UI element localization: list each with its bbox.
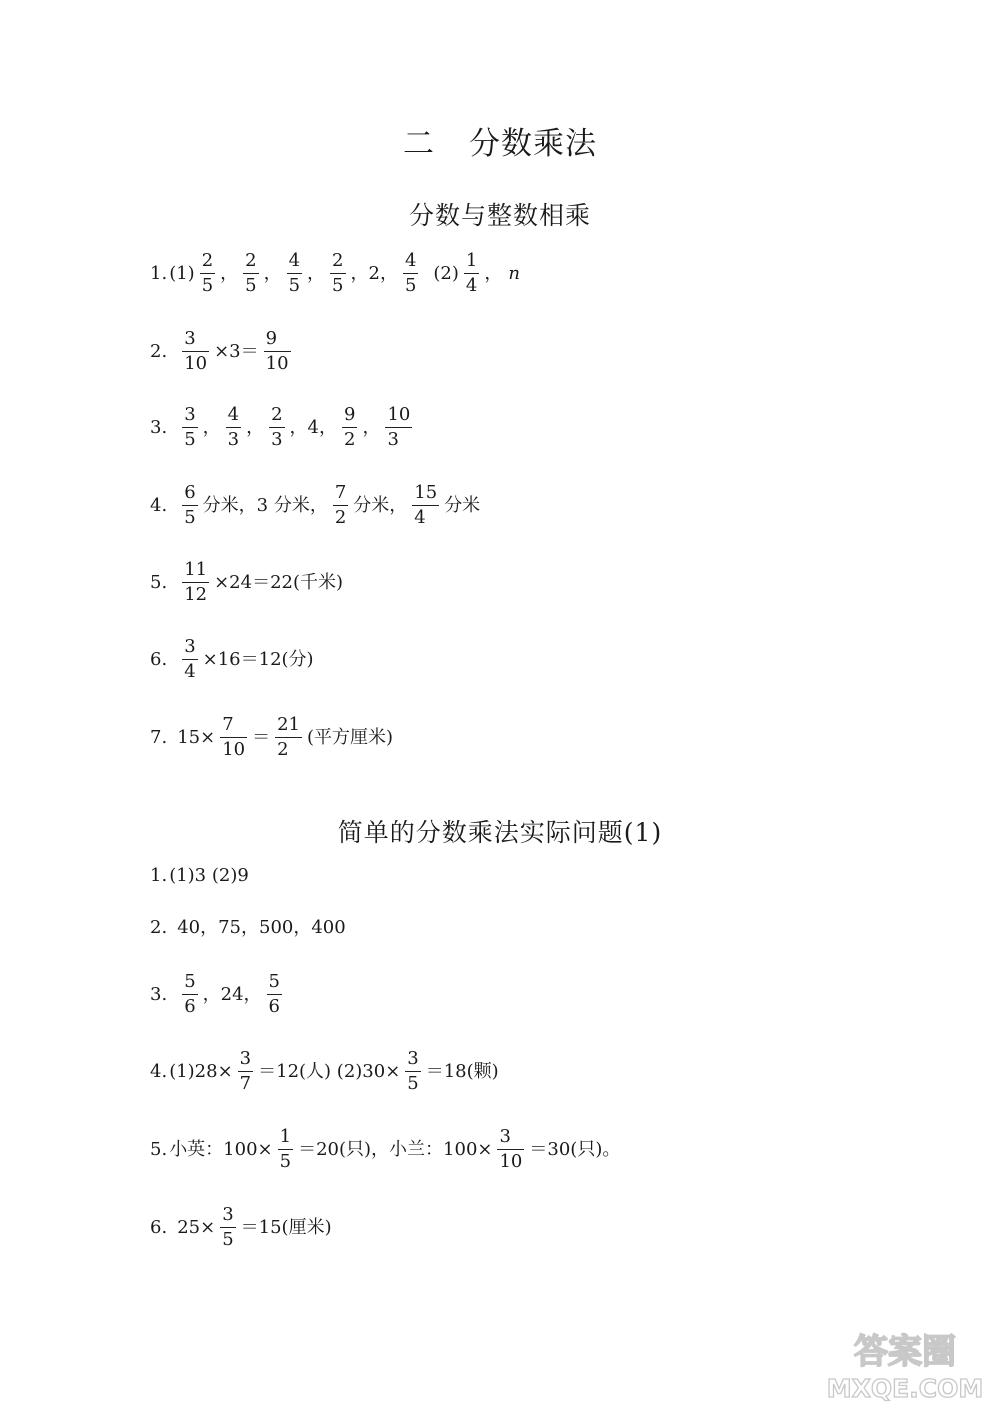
fraction: $\frac{2}{5}$	[332, 250, 344, 296]
s1-q2: 2. $\frac{3}{10}$ ×3＝ $\frac{9}{10}$	[150, 328, 289, 374]
section-title-1: 分数与整数相乘	[408, 201, 591, 230]
fraction: $\frac{4}{5}$	[288, 250, 301, 296]
s1-q1: 1. (1) $\frac{2}{5}$ ， $\frac{2}{5}$ ， $\frac{4}{5}$ ， $\frac{2}{5}$ ，2， $\frac{4}{5}$ (2) $\frac{1}{4}$ ， n	[150, 250, 520, 296]
chapter-title	[0, 118, 1000, 163]
fraction: $\frac{2}{5}$	[201, 250, 214, 296]
s1-q6: 6. $\frac{3}{4}$ ×16＝12(分)	[150, 636, 314, 682]
fraction: $\frac{9}{10}$	[265, 328, 289, 374]
s1-q7: 7. 15× $\frac{7}{10}$ ＝ $\frac{21}{2}$ (平方厘米)	[150, 714, 394, 760]
watermark-top-text: 答案圈	[854, 1332, 956, 1372]
s2-q3: 3. $\frac{5}{6}$ ，24， $\frac{5}{6}$	[150, 971, 280, 1017]
fraction: $\frac{4}{3}$	[227, 404, 240, 450]
section-title-2: 简单的分数乘法实际问题(1)	[337, 818, 663, 847]
fraction: $\frac{7}{2}$	[334, 482, 347, 528]
watermark-bottom-text: MXQE.COM	[826, 1374, 984, 1403]
fraction: $\frac{3}{5}$	[184, 404, 196, 450]
fraction: $\frac{3}{5}$	[407, 1048, 419, 1094]
s2-q1: 1. (1)3 (2)9	[150, 865, 249, 886]
fraction: $\frac{4}{5}$	[404, 250, 417, 296]
fraction: $\frac{2}{3}$	[271, 404, 283, 450]
fraction: $\frac{5}{6}$	[268, 971, 280, 1017]
fraction: $\frac{11}{12}$	[184, 559, 208, 605]
fraction: $\frac{3}{10}$	[499, 1126, 523, 1172]
fraction: $\frac{1}{4}$	[465, 250, 478, 296]
fraction: $\frac{2}{5}$	[245, 250, 257, 296]
chapter-name: 分数乘法	[469, 126, 597, 162]
s2-q2: 2. 40，75，500，400	[150, 917, 346, 938]
fraction: $\frac{3}{4}$	[184, 636, 196, 682]
chapter-number: 二	[403, 126, 435, 162]
fraction: $\frac{10}{3}$	[387, 404, 411, 450]
fraction: $\frac{5}{6}$	[184, 971, 196, 1017]
fraction: $\frac{6}{5}$	[184, 482, 196, 528]
fraction: $\frac{9}{2}$	[344, 404, 356, 450]
s2-q4: 4. (1)28× $\frac{3}{7}$ ＝12(人) (2)30× $\frac{3}{5}$ ＝18(颗)	[150, 1048, 499, 1094]
fraction: $\frac{1}{5}$	[279, 1126, 292, 1172]
watermark-logo	[820, 1325, 990, 1403]
s1-q3: 3. $\frac{3}{5}$ ， $\frac{4}{3}$ ， $\frac{2}{3}$ ，4， $\frac{9}{2}$ ， $\frac{10}{3}$	[150, 404, 411, 450]
fraction: $\frac{7}{10}$	[222, 714, 246, 760]
fraction: $\frac{15}{4}$	[414, 482, 438, 528]
fraction: $\frac{3}{10}$	[184, 328, 208, 374]
s2-q6: 6. 25× $\frac{3}{5}$ ＝15(厘米)	[150, 1204, 332, 1250]
fraction: $\frac{3}{7}$	[239, 1048, 252, 1094]
s1-q4: 4. $\frac{6}{5}$ 分米，3 分米， $\frac{7}{2}$ 分米， $\frac{15}{4}$ 分米	[150, 482, 481, 528]
s1-q5: 5. $\frac{11}{12}$ ×24＝22(千米)	[150, 559, 344, 605]
fraction: $\frac{3}{5}$	[222, 1204, 234, 1250]
fraction: $\frac{21}{2}$	[277, 714, 300, 760]
s2-q5: 5. 小英：100× $\frac{1}{5}$ ＝20(只)，小兰：100× $\frac{3}{10}$ ＝30(只)。	[150, 1126, 621, 1172]
